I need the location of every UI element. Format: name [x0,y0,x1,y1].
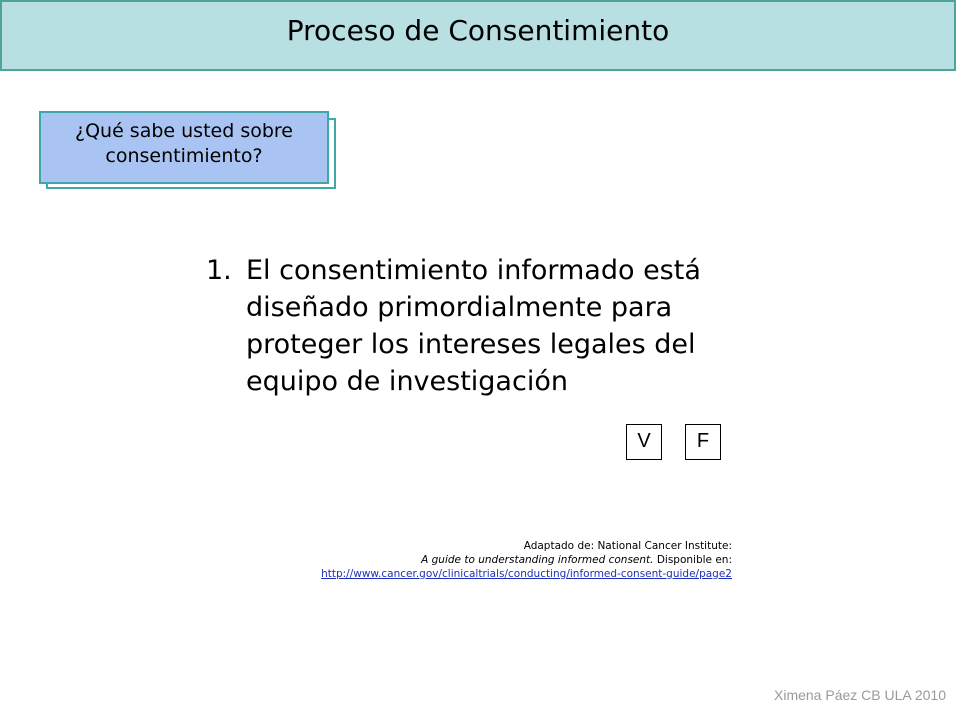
citation-title-line [321,553,732,567]
statement-item [206,252,766,400]
statement-line: proteger los intereses legales del [246,329,696,360]
true-answer-box[interactable]: V [626,424,662,460]
footer-author: Ximena Páez CB ULA 2010 [774,687,946,703]
statement-text [246,252,766,400]
citation-availability: Disponible en: [653,554,732,566]
question-line-1: ¿Qué sabe usted sobre [75,120,293,142]
title-bar [0,0,956,71]
citation-guide-title: A guide to understanding informed consent. [421,554,654,566]
citation-source: Adaptado de: National Cancer Institute: [523,540,732,552]
statement-line: diseñado primordialmente para [246,292,673,323]
question-line-2: consentimiento? [105,145,263,167]
statement-line: El consentimiento informado está [246,255,701,286]
citation [321,539,732,581]
statement-number: 1. [206,255,232,286]
citation-link[interactable]: http://www.cancer.gov/clinicaltrials/conducting/informed-consent-guide/page2 [321,568,732,580]
false-answer-box[interactable]: F [685,424,721,460]
statement-line: equipo de investigación [246,366,568,397]
slide-title: Proceso de Consentimiento [286,14,670,47]
question-box [39,111,329,184]
